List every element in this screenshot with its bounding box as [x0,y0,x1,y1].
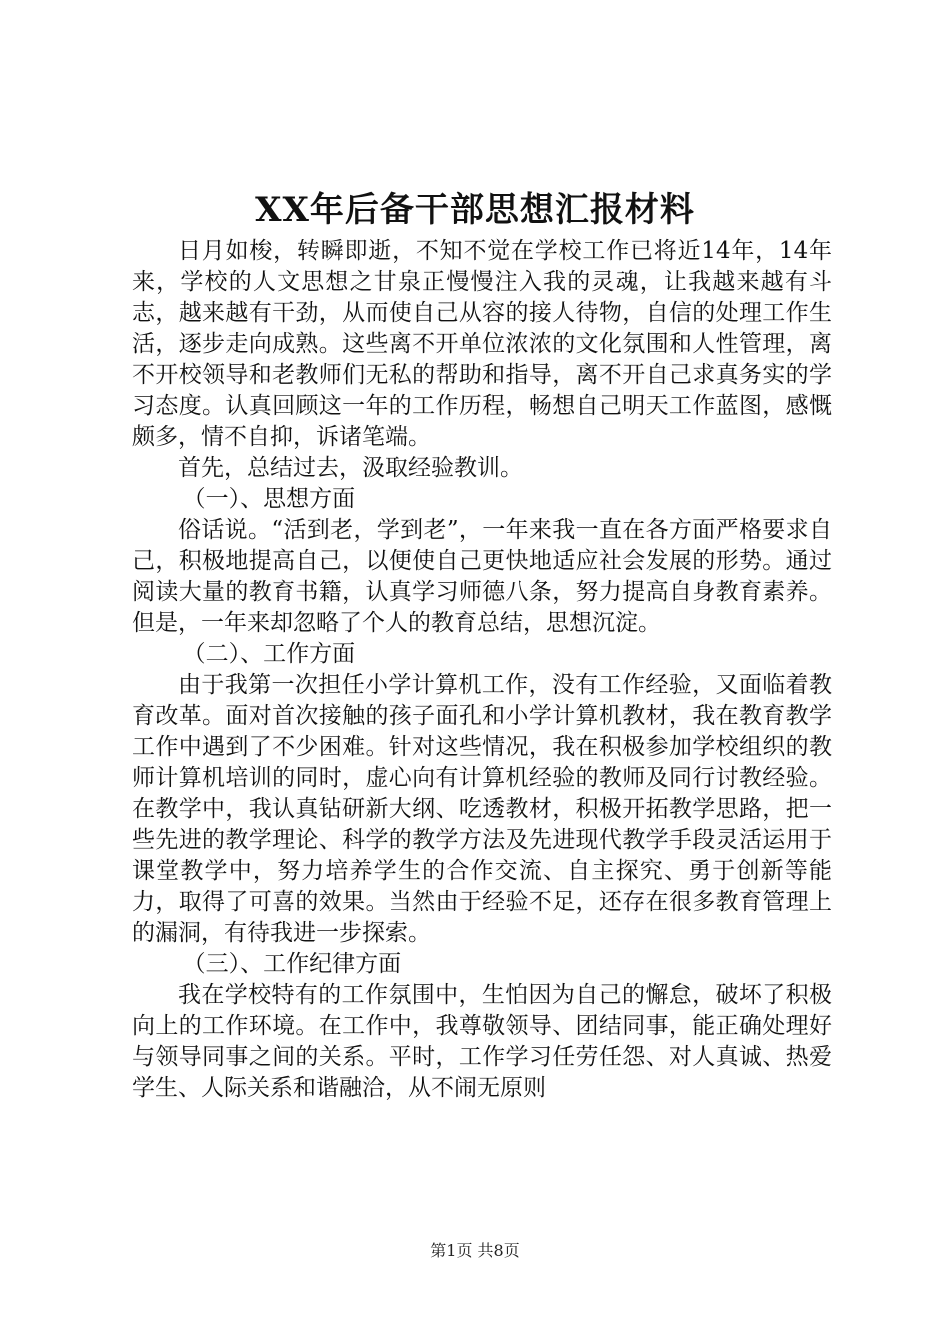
paragraph-thought: 俗话说。“活到老，学到老”，一年来我一直在各方面严格要求自己，积极地提高自己，以便使自己更快地适应社会发展的形势。通过阅读大量的教育书籍，认真学习师德八条，努力提高自身教育素养。但是，一年来却忽略了个人的教育总结，思想沉淀。 [132,517,832,636]
document-title: XX年后备干部思想汇报材料 [255,190,695,230]
paragraph-work: 由于我第一次担任小学计算机工作，没有工作经验，又面临着教育改革。面对首次接触的孩子面孔和小学计算机教材，我在教育教学工作中遇到了不少困难。针对这些情况，我在积极参加学校组织的教师计算机培训的同时，虚心向有计算机经验的教师及同行讨教经验。在教学中，我认真钻研新大纲、吃透教材，积极开拓教学思路，把一些先进的教学理论、科学的教学方法及先进现代教学手段灵活运用于课堂教学中，努力培养学生的合作交流、自主探究、勇于创新等能力，取得了可喜的效果。当然由于经验不足，还存在很多教育管理上的漏洞，有待我进一步探索。 [132,672,832,946]
section-heading-thought: （一）、思想方面 [182,486,356,512]
page-footer: 第1页 共8页 [430,1241,520,1260]
paragraph-intro: 日月如梭，转瞬即逝，不知不觉在学校工作已将近14年，14年来，学校的人文思想之甘泉正慢慢注入我的灵魂，让我越来越有斗志，越来越有干劲，从而使自己从容的接人待物，自信的处理工作生活，逐步走向成熟。这些离不开单位浓浓的文化氛围和人性管理，离不开校领导和老教师们无私的帮助和指导，离不开自己求真务实的学习态度。认真回顾这一年的工作历程，畅想自己明天工作蓝图，感慨颇多，情不自抑，诉诸笔端。 [132,238,832,450]
paragraph-discipline: 我在学校特有的工作氛围中，生怕因为自己的懈怠，破坏了积极向上的工作环境。在工作中，我尊敬领导、团结同事，能正确处理好与领导同事之间的关系。平时，工作学习任劳任怨、对人真诚、热爱学生、人际关系和谐融洽，从不闹无原则 [132,982,832,1101]
section-heading-discipline: （三）、工作纪律方面 [182,951,402,977]
document-body [132,236,832,1104]
paragraph-summary-lead: 首先，总结过去，汲取经验教训。 [178,455,523,481]
section-heading-work: （二）、工作方面 [182,641,356,667]
